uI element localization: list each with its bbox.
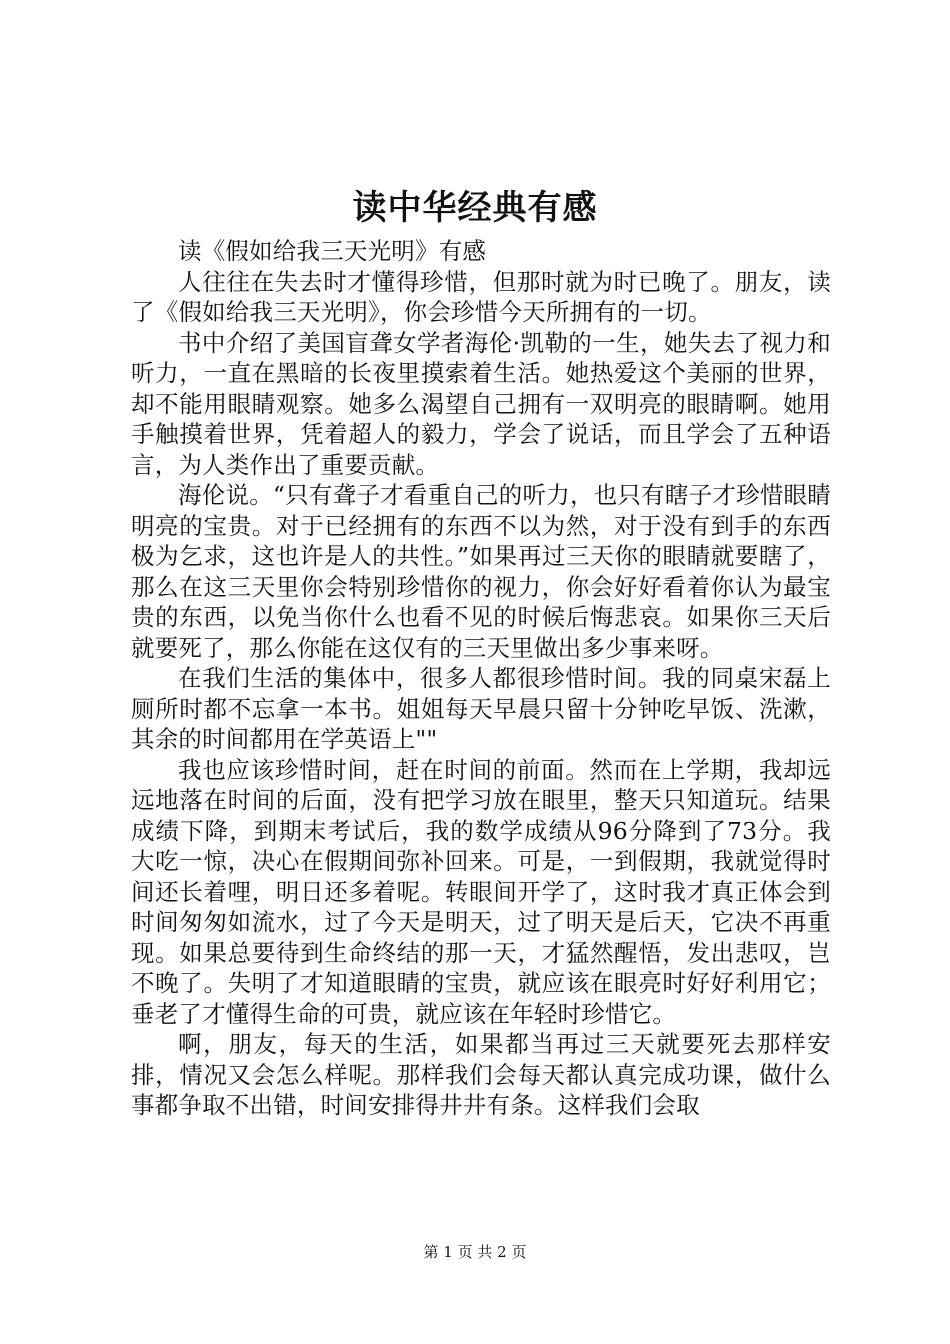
paragraph: 在我们生活的集体中，很多人都很珍惜时间。我的同桌宋磊上厕所时都不忘拿一本书。姐姐每天早晨只留十分钟吃早饭、洗漱，其余的时间都用在学英语上"" <box>131 664 831 753</box>
paragraph: 啊，朋友，每天的生活，如果都当再过三天就要死去那样安排，情况又会怎么样呢。那样我们会每天都认真完成功课，做什么事都争取不出错，时间安排得井井有条。这样我们会取 <box>131 1030 831 1119</box>
document-body <box>131 236 831 1121</box>
paragraph: 我也应该珍惜时间，赶在时间的前面。然而在上学期，我却远远地落在时间的后面，没有把学习放在眼里，整天只知道玩。结果成绩下降，到期末考试后，我的数学成绩从96分降到了73分。我大吃一惊，决心在假期间弥补回来。可是，一到假期，我就觉得时间还长着哩，明日还多着呢。转眼间开学了，这时我才真正体会到时间匆匆如流水，过了今天是明天，过了明天是后天，它决不再重现。如果总要待到生命终结的那一天，才猛然醒悟，发出悲叹，岂不晚了。失明了才知道眼睛的宝贵，就应该在眼亮时好好利用它；垂老了才懂得生命的可贵，就应该在年轻时珍惜它。 <box>131 755 831 1028</box>
document-title: 读中华经典有感 <box>352 188 598 228</box>
paragraph: 海伦说。“只有聋子才看重自己的听力，也只有瞎子才珍惜眼睛明亮的宝贵。对于已经拥有的东西不以为然，对于没有到手的东西极为乞求，这也许是人的共性。”如果再过三天你的眼睛就要瞎了，那么在这三天里你会特别珍惜你的视力，你会好好看着你认为最宝贵的东西，以免当你什么也看不见的时候后悔悲哀。如果你三天后就要死了，那么你能在这仅有的三天里做出多少事来呀。 <box>131 481 831 662</box>
page-footer: 第 1 页 共 2 页 <box>423 1243 527 1261</box>
paragraph: 人往往在失去时才懂得珍惜，但那时就为时已晚了。朋友，读了《假如给我三天光明》，你会珍惜今天所拥有的一切。 <box>131 267 831 326</box>
document-subtitle: 读《假如给我三天光明》有感 <box>178 237 487 265</box>
paragraph: 书中介绍了美国盲聋女学者海伦·凯勒的一生，她失去了视力和听力，一直在黑暗的长夜里摸索着生活。她热爱这个美丽的世界，却不能用眼睛观察。她多么渴望自己拥有一双明亮的眼睛啊。她用手触摸着世界，凭着超人的毅力，学会了说话，而且学会了五种语言，为人类作出了重要贡献。 <box>131 328 831 479</box>
